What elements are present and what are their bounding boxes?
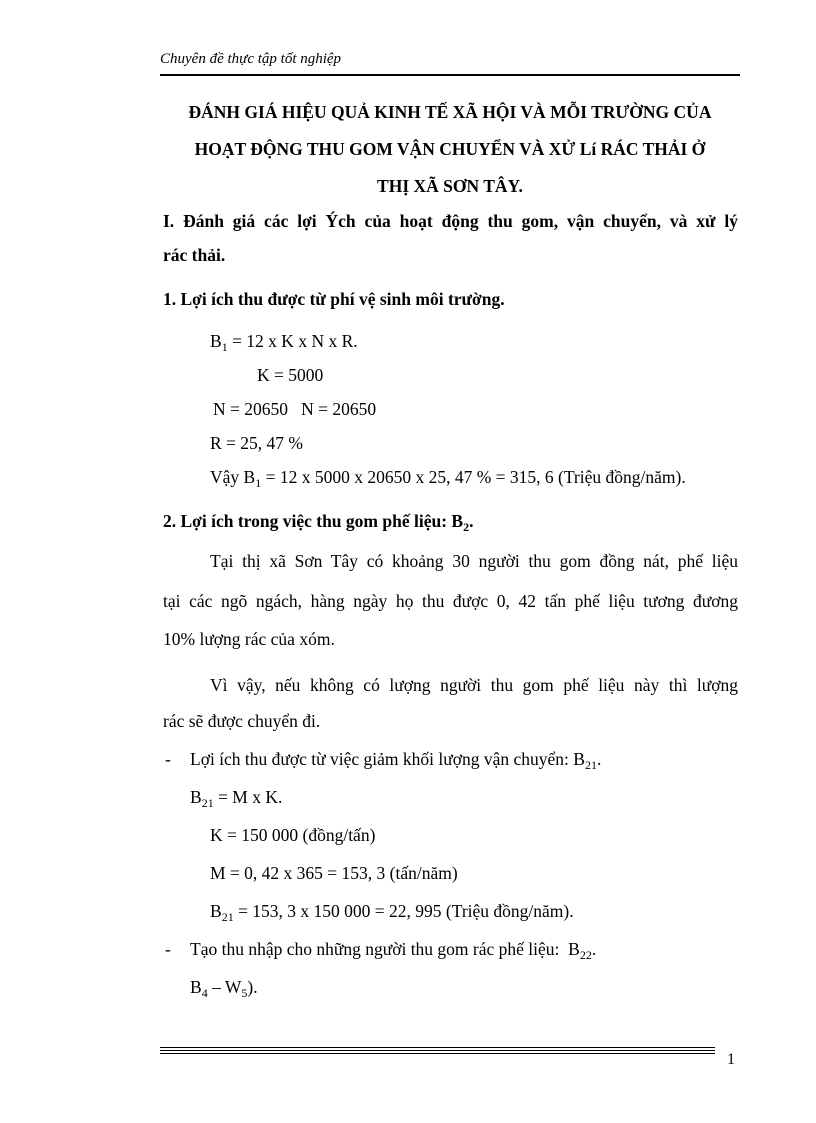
bullet-2-text: Tạo thu nhập cho những người thu gom rác phế liệu: $B_{22}$. <box>190 939 597 962</box>
footer-rule-3 <box>160 1053 715 1054</box>
section-1-heading-line-2: rác thải. <box>163 245 226 265</box>
formula-k-price: K = 150 000 (đồng/tấn) <box>210 825 376 845</box>
paragraph-1-line-1: Tại thị xã Sơn Tây có khoảng 30 người thu gom đồng nát, phế liệu <box>210 551 738 571</box>
bullet-dash-1: - <box>165 749 171 769</box>
title-line-3: THỊ XÃ SƠN TÂY. <box>377 176 523 196</box>
formula-b21-result: $B_{21} = 153$, 3 x 150 000 = 22, 995 (Triệu đồng/năm). <box>210 901 574 924</box>
formula-b22: $B_4 - W_5$). <box>190 977 258 1000</box>
document-title <box>160 94 740 205</box>
footer-rule-1 <box>160 1047 715 1048</box>
formula-k: K = 5000 <box>257 365 324 385</box>
formula-m: M = 0, 42 x 365 = 153, 3 (tấn/năm) <box>210 863 458 883</box>
formula-n: N = 20650 N = 20650 <box>213 399 377 419</box>
formula-r: R = 25, 47 % <box>210 433 303 453</box>
formula-b21: $B_{21} = M$ x K. <box>190 787 283 810</box>
subsection-2-heading: 2. Lợi ích trong việc thu gom phế liệu: $B_2$. <box>163 511 474 534</box>
paragraph-2-line-1: Vì vậy, nếu không có lượng người thu gom phế liệu này thì lượng <box>210 675 738 695</box>
paragraph-1-line-3: 10% lượng rác của xóm. <box>163 629 335 649</box>
subsection-1-heading: 1. Lợi ích thu được từ phí vệ sinh môi trường. <box>163 289 505 309</box>
bullet-dash-2: - <box>165 939 171 959</box>
title-line-1: ĐÁNH GIÁ HIỆU QUẢ KINH TẾ XÃ HỘI VÀ MỖI TRƯỜNG CỦA <box>188 102 712 122</box>
formula-b1: $B_1 = 12$ x K x N x R. <box>210 331 358 354</box>
title-line-2: HOẠT ĐỘNG THU GOM VẬN CHUYỂN VÀ XỬ Lí RÁC THẢI Ở <box>194 139 706 159</box>
section-1-heading-line-1: I. Đánh giá các lợi Ých của hoạt động thu gom, vận chuyển, và xử lý <box>163 211 738 231</box>
footer-rule-2 <box>160 1050 715 1051</box>
paragraph-1-line-2: tại các ngõ ngách, hàng ngày họ thu được 0, 42 tấn phế liệu tương đương <box>163 591 738 611</box>
running-header: Chuyên đề thực tập tốt nghiệp <box>160 51 342 67</box>
page-number: 1 <box>727 1051 735 1068</box>
header-rule <box>160 74 740 76</box>
formula-b1-result: Vậy $B_1 = 12$ x 5000 x 20650 x 25, 47 % = 315, 6 (Triệu đồng/năm). <box>210 467 686 490</box>
bullet-1-text: Lợi ích thu được từ việc giảm khối lượng vận chuyển: $B_{21}$. <box>190 749 602 772</box>
paragraph-2-line-2: rác sẽ được chuyển đi. <box>163 711 321 731</box>
